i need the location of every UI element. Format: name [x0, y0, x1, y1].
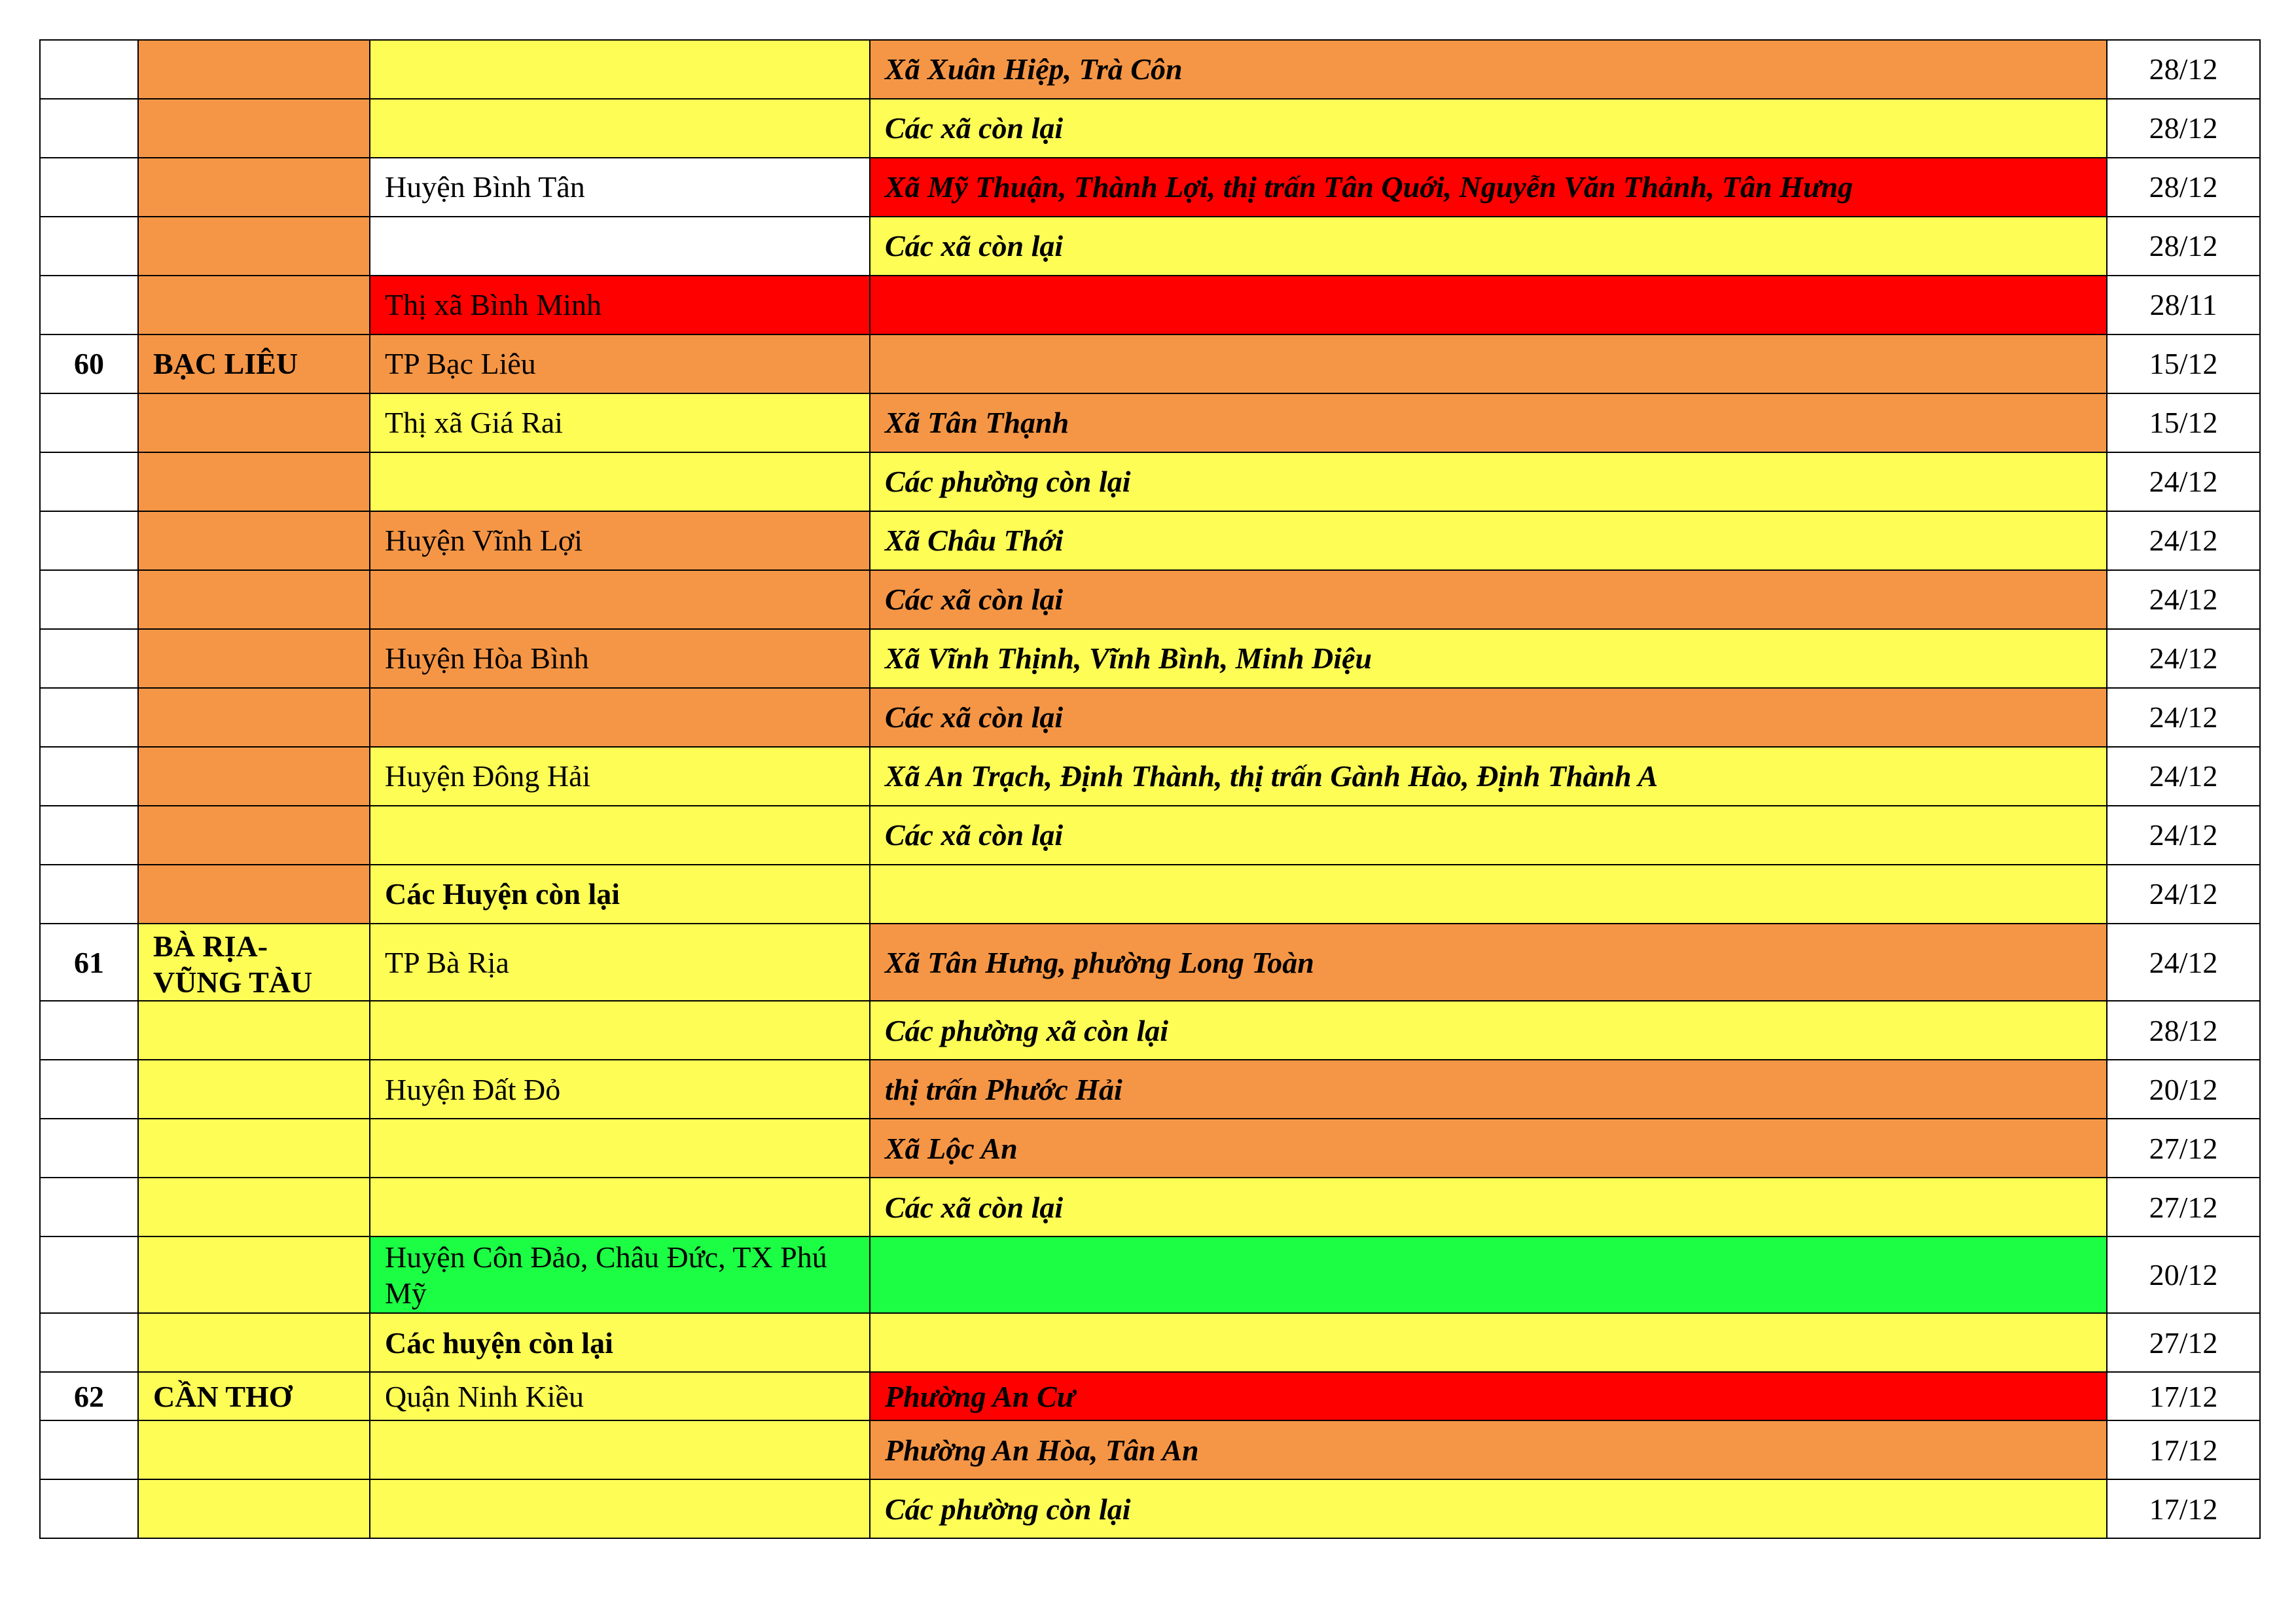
- date-cell: 24/12: [2107, 806, 2260, 865]
- locality-cell: Các phường xã còn lại: [870, 1001, 2107, 1060]
- stt-cell: [40, 1001, 138, 1060]
- district-cell: Huyện Côn Đảo, Châu Đức, TX Phú Mỹ: [370, 1236, 870, 1313]
- stt-cell: [40, 158, 138, 217]
- province-cell: [138, 452, 370, 511]
- stt-cell: [40, 1119, 138, 1178]
- table-row: [40, 1236, 2260, 1313]
- table-row: [40, 747, 2260, 806]
- locality-cell: [870, 1236, 2107, 1313]
- stt-cell: [40, 217, 138, 276]
- stt-cell: [40, 511, 138, 570]
- province-cell: [138, 158, 370, 217]
- locality-cell: [870, 276, 2107, 334]
- date-cell: 17/12: [2107, 1372, 2260, 1420]
- province-cell: [138, 1313, 370, 1372]
- table-row: [40, 40, 2260, 99]
- locality-cell: Xã Tân Thạnh: [870, 393, 2107, 452]
- province-cell: BÀ RỊA- VŨNG TÀU: [138, 924, 370, 1001]
- district-cell: Huyện Đông Hải: [370, 747, 870, 806]
- date-cell: 20/12: [2107, 1236, 2260, 1313]
- province-cell: [138, 1479, 370, 1538]
- table-row: [40, 158, 2260, 217]
- table-row: [40, 1372, 2260, 1420]
- date-cell: 17/12: [2107, 1420, 2260, 1479]
- date-cell: 28/11: [2107, 276, 2260, 334]
- province-cell: [138, 276, 370, 334]
- table-row: [40, 393, 2260, 452]
- locality-cell: Xã Tân Hưng, phường Long Toàn: [870, 924, 2107, 1001]
- date-cell: 24/12: [2107, 511, 2260, 570]
- district-cell: Huyện Đất Đỏ: [370, 1060, 870, 1119]
- table-row: [40, 924, 2260, 1001]
- table-row: [40, 1420, 2260, 1479]
- table-row: [40, 217, 2260, 276]
- province-cell: [138, 217, 370, 276]
- table-row: [40, 1060, 2260, 1119]
- table-row: [40, 1001, 2260, 1060]
- stt-cell: [40, 688, 138, 747]
- stt-cell: 61: [40, 924, 138, 1001]
- stt-cell: [40, 806, 138, 865]
- province-cell: [138, 1420, 370, 1479]
- locality-cell: [870, 865, 2107, 924]
- district-cell: Huyện Bình Tân: [370, 158, 870, 217]
- date-cell: 28/12: [2107, 158, 2260, 217]
- province-cell: [138, 393, 370, 452]
- stt-cell: [40, 1236, 138, 1313]
- locality-cell: [870, 334, 2107, 393]
- district-cell: Các Huyện còn lại: [370, 865, 870, 924]
- table-row: [40, 99, 2260, 158]
- province-cell: BẠC LIÊU: [138, 334, 370, 393]
- locality-cell: Xã Vĩnh Thịnh, Vĩnh Bình, Minh Diệu: [870, 629, 2107, 688]
- province-cell: [138, 1001, 370, 1060]
- date-cell: 24/12: [2107, 924, 2260, 1001]
- district-cell: Quận Ninh Kiều: [370, 1372, 870, 1420]
- locality-cell: Xã Xuân Hiệp, Trà Côn: [870, 40, 2107, 99]
- stt-cell: [40, 276, 138, 334]
- stt-cell: [40, 393, 138, 452]
- risk-level-table: [39, 39, 2261, 1539]
- locality-cell: Xã Mỹ Thuận, Thành Lợi, thị trấn Tân Quới, Nguyễn Văn Thảnh, Tân Hưng: [870, 158, 2107, 217]
- table-row: [40, 806, 2260, 865]
- table-row: [40, 688, 2260, 747]
- table-row: [40, 334, 2260, 393]
- table-row: [40, 1479, 2260, 1538]
- district-cell: [370, 99, 870, 158]
- stt-cell: [40, 629, 138, 688]
- date-cell: 24/12: [2107, 452, 2260, 511]
- locality-cell: Phường An Cư: [870, 1372, 2107, 1420]
- province-cell: [138, 747, 370, 806]
- stt-cell: [40, 1060, 138, 1119]
- district-cell: [370, 1479, 870, 1538]
- date-cell: 20/12: [2107, 1060, 2260, 1119]
- district-cell: [370, 1119, 870, 1178]
- stt-cell: [40, 570, 138, 629]
- locality-cell: Các phường còn lại: [870, 1479, 2107, 1538]
- district-cell: Thị xã Giá Rai: [370, 393, 870, 452]
- province-cell: [138, 1236, 370, 1313]
- date-cell: 24/12: [2107, 688, 2260, 747]
- stt-cell: [40, 452, 138, 511]
- table-row: [40, 1178, 2260, 1236]
- date-cell: 28/12: [2107, 217, 2260, 276]
- date-cell: 15/12: [2107, 393, 2260, 452]
- province-cell: [138, 1060, 370, 1119]
- table-row: [40, 570, 2260, 629]
- locality-cell: Các xã còn lại: [870, 217, 2107, 276]
- locality-cell: Xã Châu Thới: [870, 511, 2107, 570]
- stt-cell: [40, 1420, 138, 1479]
- province-cell: [138, 570, 370, 629]
- locality-cell: [870, 1313, 2107, 1372]
- table-row: [40, 629, 2260, 688]
- table-row: [40, 865, 2260, 924]
- date-cell: 15/12: [2107, 334, 2260, 393]
- stt-cell: [40, 40, 138, 99]
- province-cell: [138, 629, 370, 688]
- table-row: [40, 452, 2260, 511]
- district-cell: [370, 217, 870, 276]
- stt-cell: [40, 1479, 138, 1538]
- stt-cell: 60: [40, 334, 138, 393]
- date-cell: 27/12: [2107, 1313, 2260, 1372]
- stt-cell: [40, 865, 138, 924]
- locality-cell: Các xã còn lại: [870, 570, 2107, 629]
- district-cell: [370, 452, 870, 511]
- locality-cell: Các phường còn lại: [870, 452, 2107, 511]
- table-row: [40, 276, 2260, 334]
- district-cell: Huyện Hòa Bình: [370, 629, 870, 688]
- date-cell: 27/12: [2107, 1178, 2260, 1236]
- district-cell: Huyện Vĩnh Lợi: [370, 511, 870, 570]
- date-cell: 27/12: [2107, 1119, 2260, 1178]
- date-cell: 17/12: [2107, 1479, 2260, 1538]
- district-cell: [370, 570, 870, 629]
- stt-cell: [40, 1313, 138, 1372]
- province-cell: CẦN THƠ: [138, 1372, 370, 1420]
- table-row: [40, 1313, 2260, 1372]
- province-cell: [138, 806, 370, 865]
- district-cell: [370, 1001, 870, 1060]
- province-cell: [138, 99, 370, 158]
- date-cell: 24/12: [2107, 629, 2260, 688]
- table-row: [40, 511, 2260, 570]
- stt-cell: [40, 1178, 138, 1236]
- stt-cell: [40, 99, 138, 158]
- date-cell: 24/12: [2107, 747, 2260, 806]
- locality-cell: thị trấn Phước Hải: [870, 1060, 2107, 1119]
- district-cell: [370, 40, 870, 99]
- date-cell: 24/12: [2107, 570, 2260, 629]
- locality-cell: Các xã còn lại: [870, 688, 2107, 747]
- date-cell: 28/12: [2107, 1001, 2260, 1060]
- locality-cell: Xã Lộc An: [870, 1119, 2107, 1178]
- district-cell: [370, 1420, 870, 1479]
- province-cell: [138, 1119, 370, 1178]
- locality-cell: Các xã còn lại: [870, 806, 2107, 865]
- date-cell: 28/12: [2107, 99, 2260, 158]
- province-cell: [138, 511, 370, 570]
- province-cell: [138, 40, 370, 99]
- locality-cell: Phường An Hòa, Tân An: [870, 1420, 2107, 1479]
- district-cell: Thị xã Bình Minh: [370, 276, 870, 334]
- district-cell: [370, 1178, 870, 1236]
- district-cell: TP Bà Rịa: [370, 924, 870, 1001]
- district-cell: Các huyện còn lại: [370, 1313, 870, 1372]
- locality-cell: Xã An Trạch, Định Thành, thị trấn Gành Hào, Định Thành A: [870, 747, 2107, 806]
- stt-cell: 62: [40, 1372, 138, 1420]
- province-cell: [138, 865, 370, 924]
- province-cell: [138, 1178, 370, 1236]
- date-cell: 24/12: [2107, 865, 2260, 924]
- district-cell: TP Bạc Liêu: [370, 334, 870, 393]
- district-cell: [370, 688, 870, 747]
- table-row: [40, 1119, 2260, 1178]
- locality-cell: Các xã còn lại: [870, 1178, 2107, 1236]
- district-cell: [370, 806, 870, 865]
- province-cell: [138, 688, 370, 747]
- stt-cell: [40, 747, 138, 806]
- locality-cell: Các xã còn lại: [870, 99, 2107, 158]
- date-cell: 28/12: [2107, 40, 2260, 99]
